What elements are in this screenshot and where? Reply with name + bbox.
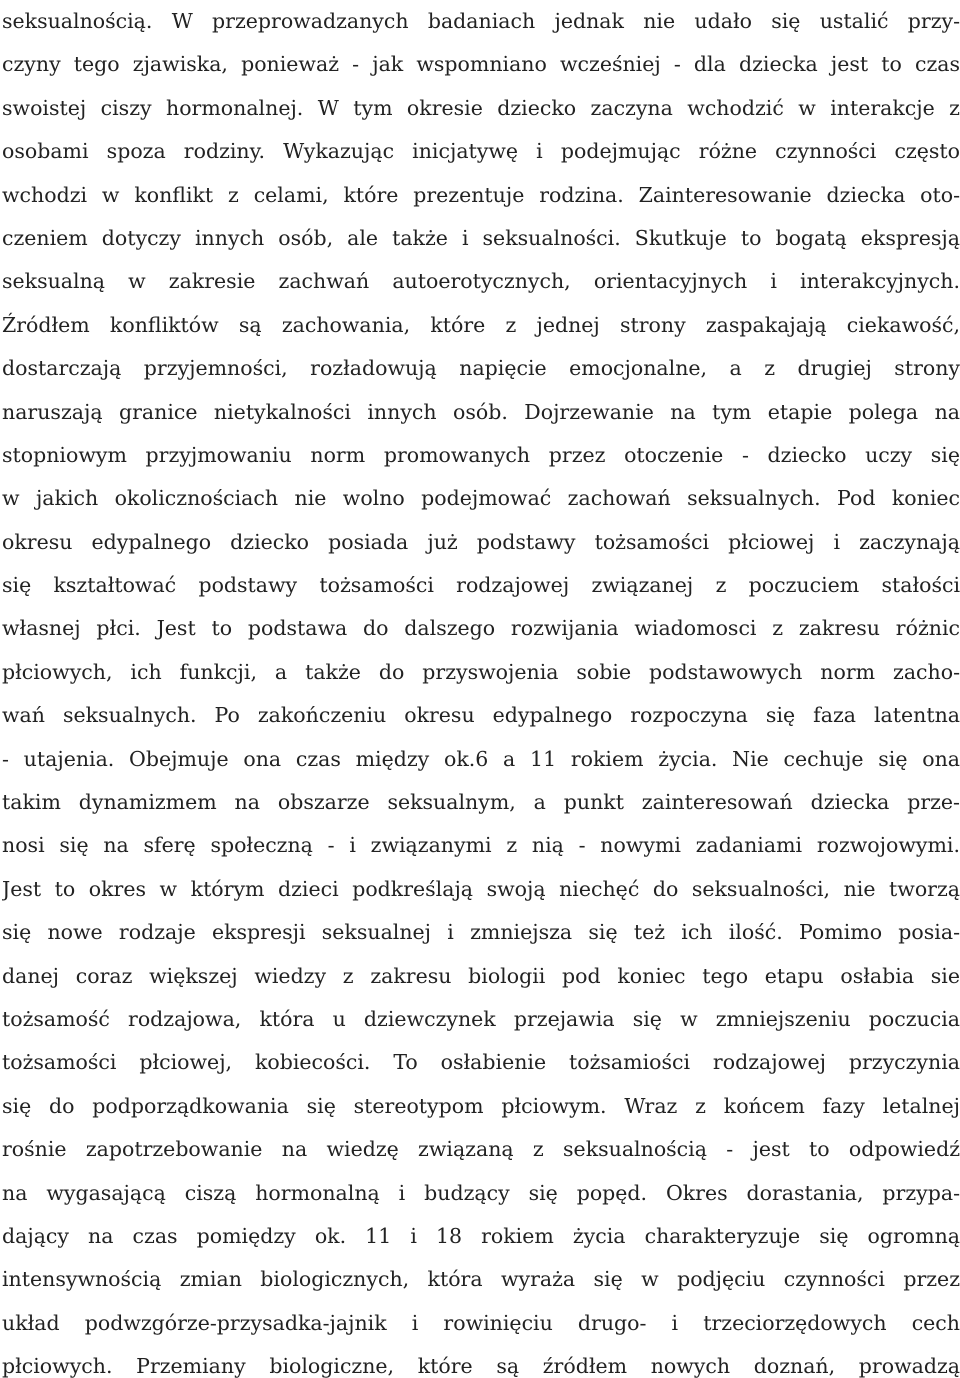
text-line: płciowych. Przemiany biologiczne, które są źródłem nowych doznań, prowadzą [2,1354,960,1378]
text-line: rośnie zapotrzebowanie na wiedzę związaną z seksualnością - jest to odpowiedź [2,1137,960,1162]
text-line: osobami spoza rodziny. Wykazując inicjatywę i podejmując różne czynności często [2,139,960,164]
text-line: w jakich okolicznościach nie wolno podejmować zachowań seksualnych. Pod koniec [2,486,960,511]
text-line: seksualną w zakresie zachwań autoerotycznych, orientacyjnych i interakcyjnych. [2,269,960,294]
text-line: Źródłem konfliktów są zachowania, które z jednej strony zaspakajają ciekawość, [2,312,960,337]
text-line: intensywnością zmian biologicznych, która wyraża się w podjęciu czynności przez [2,1267,960,1292]
text-line: dostarczają przyjemności, rozładowują napięcie emocjonalne, a z drugiej strony [2,356,960,381]
text-line: się kształtować podstawy tożsamości rodzajowej związanej z poczuciem stałości [2,573,960,598]
text-line: stopniowym przyjmowaniu norm promowanych przez otoczenie - dziecko uczy się [2,442,960,467]
text-line: tożsamość rodzajowa, która u dziewczynek przejawia się w zmniejszeniu poczucia [2,1006,960,1031]
text-line: wań seksualnych. Po zakończeniu okresu edypalnego rozpoczyna się faza latentna [2,703,960,728]
text-line: naruszają granice nietykalności innych osób. Dojrzewanie na tym etapie polega na [2,399,960,424]
text-line: seksualnością. W przeprowadzanych badaniach jednak nie udało się ustalić przy- [2,9,960,33]
text-line: dający na czas pomiędzy ok. 11 i 18 rokiem życia charakteryzuje się ogromną [2,1223,960,1248]
text-line: takim dynamizmem na obszarze seksualnym, a punkt zainteresowań dziecka prze- [2,790,960,815]
text-line: czeniem dotyczy innych osób, ale także i seksualności. Skutkuje to bogatą ekspresją [2,225,960,250]
text-line: własnej płci. Jest to podstawa do dalszego rozwijania wiadomosci z zakresu różnic [2,616,960,641]
text-line: - utajenia. Obejmuje ona czas między ok.6 a 11 rokiem życia. Nie cechuje się ona [2,746,960,771]
text-line: okresu edypalnego dziecko posiada już podstawy tożsamości płciowej i zaczynają [2,529,960,554]
text-line: nosi się na sferę społeczną - i związanymi z nią - nowymi zadaniami rozwojowymi. [2,833,960,858]
text-line: się nowe rodzaje ekspresji seksualnej i zmniejsza się też ich ilość. Pomimo posia- [2,920,960,945]
text-line: płciowych, ich funkcji, a także do przyswojenia sobie podstawowych norm zacho- [2,659,960,684]
body-text [2,0,960,1378]
text-line: czyny tego zjawiska, ponieważ - jak wspomniano wcześniej - dla dziecka jest to czas [2,52,960,77]
text-line: układ podwzgórze-przysadka-jajnik i rowinięciu drugo- i trzeciorzędowych cech [2,1310,960,1335]
text-line: na wygasającą ciszą hormonalną i budzący się popęd. Okres dorastania, przypa- [2,1180,960,1205]
text-line: się do podporządkowania się stereotypom płciowym. Wraz z końcem fazy letalnej [2,1093,960,1118]
text-line: swoistej ciszy hormonalnej. W tym okresie dziecko zaczyna wchodzić w interakcje z [2,95,960,120]
text-line: tożsamości płciowej, kobiecości. To osłabienie tożsamiości rodzajowej przyczynia [2,1050,960,1075]
text-line: danej coraz większej wiedzy z zakresu biologii pod koniec tego etapu osłabia sie [2,963,960,988]
text-line: wchodzi w konflikt z celami, które prezentuje rodzina. Zainteresowanie dziecka oto- [2,182,960,207]
text-line: Jest to okres w którym dzieci podkreślają swoją niechęć do seksualności, nie tworzą [2,876,960,901]
